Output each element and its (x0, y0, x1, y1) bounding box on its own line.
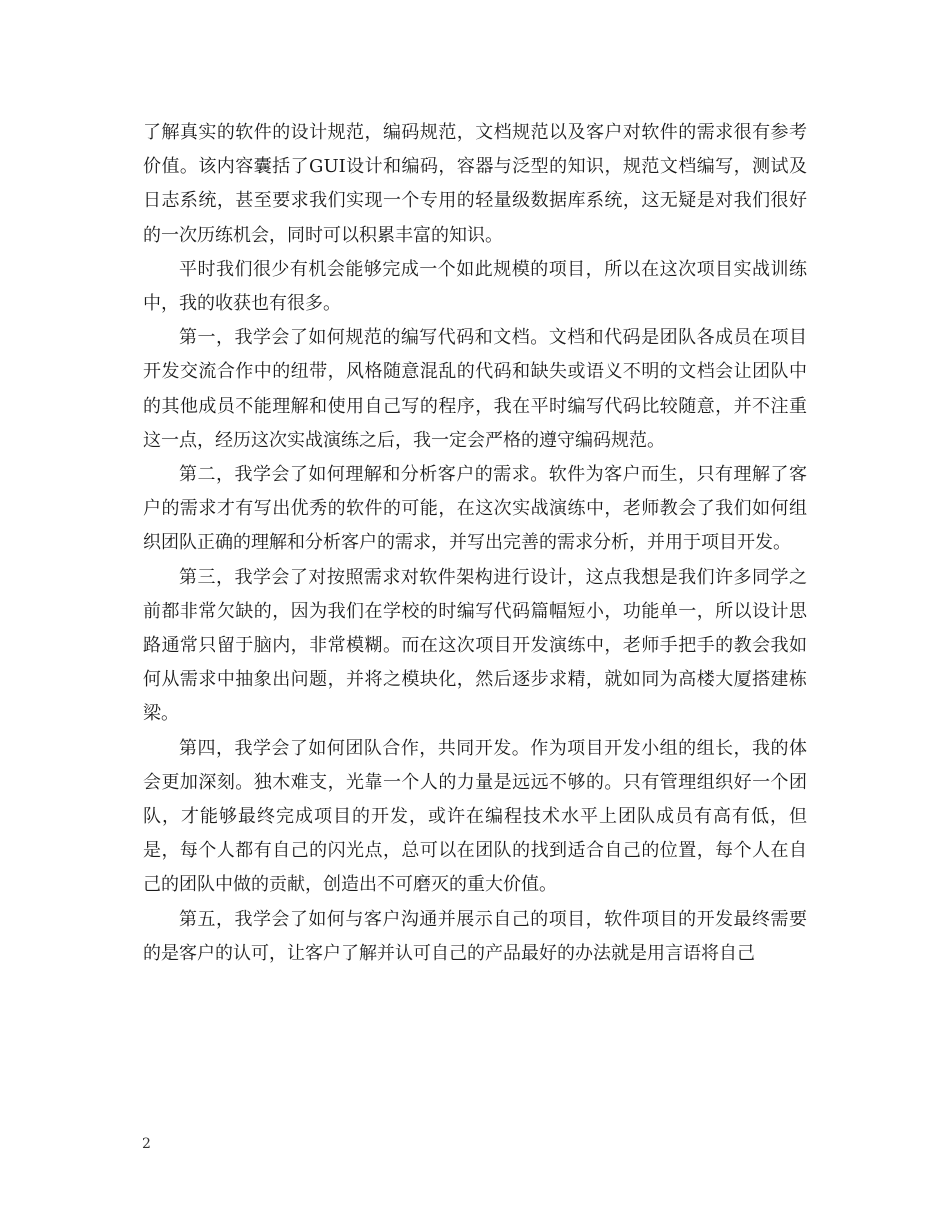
paragraph-4: 第二，我学会了如何理解和分析客户的需求。软件为客户而生，只有理解了客户的需求才有写出优秀的软件的可能，在这次实战演练中，老师教会了我们如何组织团队正确的理解和分析客户的需求，并写出完善的需求分析，并用于项目开发。 (143, 464, 807, 554)
paragraph-5: 第三，我学会了对按照需求对软件架构进行设计，这点我想是我们许多同学之前都非常欠缺的，因为我们在学校的时编写代码篇幅短小，功能单一，所以设计思路通常只留于脑内，非常模糊。而在这次项目开发演练中，老师手把手的教会我如何从需求中抽象出问题，并将之模块化，然后逐步求精，就如同为高楼大厦搭建栋梁。 (143, 566, 807, 725)
paragraph-6: 第四，我学会了如何团队合作，共同开发。作为项目开发小组的组长，我的体会更加深刻。独木难支，光靠一个人的力量是远远不够的。只有管理组织好一个团队，才能够最终完成项目的开发，或许在编程技术水平上团队成员有高有低，但是，每个人都有自己的闪光点，总可以在团队的找到适合自己的位置，每个人在自己的团队中做的贡献，创造出不可磨灭的重大价值。 (143, 737, 807, 896)
document-body (143, 116, 807, 971)
paragraph-1: 了解真实的软件的设计规范，编码规范，文档规范以及客户对软件的需求很有参考价值。该内容囊括了GUI设计和编码，容器与泛型的知识，规范文档编写，测试及日志系统，甚至要求我们实现一个专用的轻量级数据库系统，这无疑是对我们很好的一次历练机会，同时可以积累丰富的知识。 (143, 122, 807, 246)
paragraph-7: 第五，我学会了如何与客户沟通并展示自己的项目，软件项目的开发最终需要的是客户的认可，让客户了解并认可自己的产品最好的办法就是用言语将自己 (143, 908, 807, 964)
paragraph-3: 第一，我学会了如何规范的编写代码和文档。文档和代码是团队各成员在项目开发交流合作中的纽带，风格随意混乱的代码和缺失或语义不明的文档会让团队中的其他成员不能理解和使用自己写的程序，我在平时编写代码比较随意，并不注重这一点，经历这次实战演练之后，我一定会严格的遵守编码规范。 (143, 327, 807, 451)
paragraph-2: 平时我们很少有机会能够完成一个如此规模的项目，所以在这次项目实战训练中，我的收获也有很多。 (143, 258, 807, 315)
page-number: 2 (142, 1136, 151, 1152)
